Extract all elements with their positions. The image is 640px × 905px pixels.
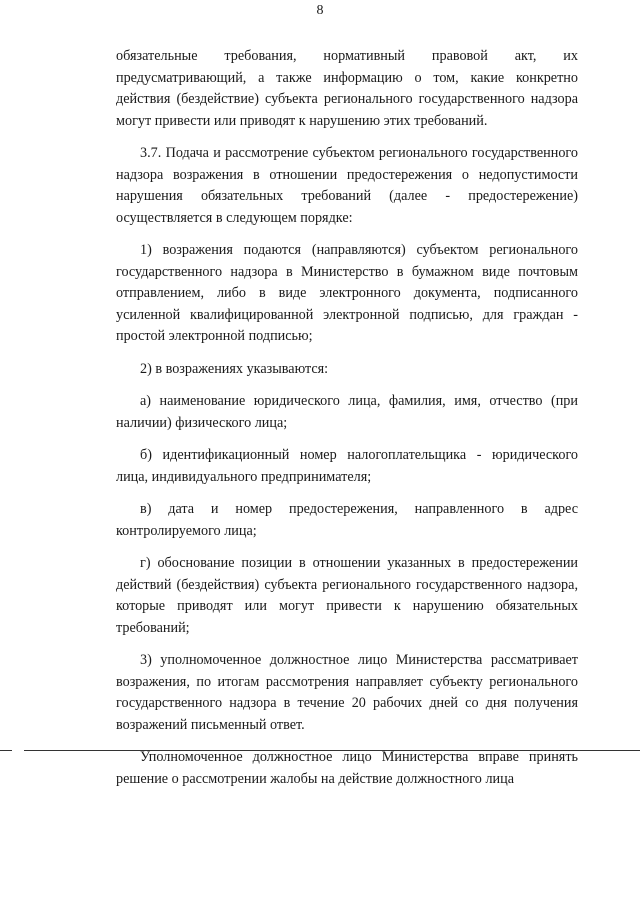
paragraph-item-3: 3) уполномоченное должностное лицо Министерства рассматривает возражения, по итогам рассмотрения направляет субъекту регионального государственного надзора в течение 20 рабочих дней со дня получения возражений письменный ответ.	[116, 652, 578, 733]
paragraph-item-b: б) идентификационный номер налогоплательщика - юридического лица, индивидуального предпринимателя;	[116, 447, 578, 485]
paragraph-item-a: а) наименование юридического лица, фамилия, имя, отчество (при наличии) физического лица;	[116, 393, 578, 431]
document-body	[116, 46, 578, 790]
page-number: 8	[316, 3, 324, 18]
paragraph-continuation: обязательные требования, нормативный правовой акт, их предусматривающий, а также информацию о том, какие конкретно действия (бездействие) субъекта регионального государственного надзора могут привести или приводят к нарушению этих требований.	[116, 48, 578, 129]
paragraph-item-1: 1) возражения подаются (направляются) субъектом регионального государственного надзора в Министерство в бумажном виде почтовым отправлением, либо в виде электронного документа, подписанного усиленной квалифицированной электронной подписью, для граждан - простой электронной подписью;	[116, 242, 578, 344]
paragraph-authorized-official: Уполномоченное должностное лицо Министерства вправе принять решение о рассмотрении жалобы на действие должностного лица	[116, 749, 578, 787]
paragraph-item-v: в) дата и номер предостережения, направленного в адрес контролируемого лица;	[116, 501, 578, 539]
paragraph-section-3-7: 3.7. Подача и рассмотрение субъектом регионального государственного надзора возражения в отношении предостережения о недопустимости нарушения обязательных требований (далее - предостережение) осуществляется в следующем порядке:	[116, 145, 578, 226]
paragraph-item-2: 2) в возражениях указываются:	[140, 360, 329, 377]
paragraph-item-g: г) обоснование позиции в отношении указанных в предостережении действий (бездействия) субъекта регионального государственного надзора, которые приводят или могут привести к нарушению обязательных требований;	[116, 555, 578, 636]
